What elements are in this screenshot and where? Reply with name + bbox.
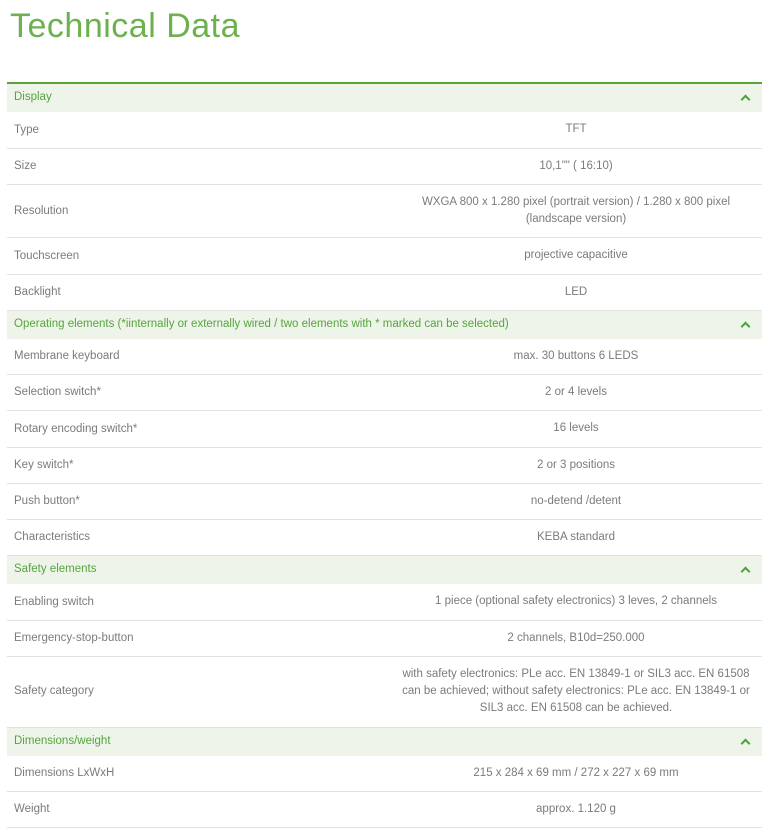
spec-value: 2 or 3 positions: [537, 458, 615, 471]
technical-data-accordion: [7, 82, 762, 828]
chevron-up-icon[interactable]: [741, 738, 751, 748]
section-header-dimensions-weight[interactable]: [7, 728, 762, 756]
section-safety-elements: [7, 556, 762, 727]
section-header-operating-elements[interactable]: [7, 311, 762, 339]
spec-row: [7, 275, 762, 311]
spec-row: [7, 185, 762, 239]
spec-label: Rotary encoding switch*: [14, 422, 138, 435]
spec-label: Push button*: [14, 495, 80, 508]
spec-label: Safety category: [14, 685, 94, 698]
spec-label: Size: [14, 159, 37, 172]
spec-label: Weight: [14, 803, 50, 816]
spec-value: 2 channels, B10d=250.000: [507, 631, 645, 644]
section-header-display[interactable]: [7, 84, 762, 112]
chevron-up-icon[interactable]: [741, 95, 751, 105]
section-title: Dimensions/weight: [14, 734, 111, 747]
spec-label: Type: [14, 123, 39, 136]
spec-row: [7, 238, 762, 274]
spec-value: projective capacitive: [524, 249, 628, 262]
spec-label: Characteristics: [14, 531, 91, 544]
spec-value: 1 piece (optional safety electronics) 3 leves, 2 channels: [435, 595, 717, 608]
spec-row: [7, 792, 762, 828]
spec-value: LED: [564, 285, 588, 298]
spec-row: [7, 584, 762, 620]
section-title: Display: [14, 91, 52, 104]
spec-value: TFT: [565, 123, 587, 136]
spec-label: Resolution: [14, 204, 69, 217]
spec-row: [7, 520, 762, 556]
spec-value: 10,1"" ( 16:10): [539, 159, 613, 172]
spec-value: 2 or 4 levels: [544, 386, 607, 399]
spec-label: Selection switch*: [14, 386, 101, 399]
spec-value: KEBA standard: [537, 531, 615, 544]
spec-label: Dimensions LxWxH: [14, 766, 115, 779]
spec-value: max. 30 buttons 6 LEDS: [513, 349, 639, 362]
page-title: Technical Data: [10, 7, 241, 45]
spec-row: [7, 375, 762, 411]
section-rows: [7, 112, 762, 311]
section-header-safety-elements[interactable]: [7, 556, 762, 584]
section-rows: [7, 584, 762, 727]
spec-value: 16 levels: [553, 422, 599, 435]
section-rows: [7, 756, 762, 828]
spec-row: [7, 411, 762, 447]
section-dimensions-weight: [7, 728, 762, 828]
spec-row: [7, 339, 762, 375]
spec-label: Backlight: [14, 285, 61, 298]
section-title: Operating elements (*iinternally or externally wired / two elements with * marked can be selected): [14, 317, 509, 330]
spec-row: [7, 112, 762, 148]
spec-label: Enabling switch: [14, 595, 94, 608]
spec-label: Key switch*: [14, 458, 74, 471]
spec-row: [7, 149, 762, 185]
spec-label: Membrane keyboard: [14, 350, 120, 363]
section-title: Safety elements: [14, 563, 97, 576]
spec-value: with safety electronics: PLe acc. EN 13849-1 or SIL3 acc. EN 61508 can be achieved; without safety electronics: PLe acc. EN 13849-1 or SIL3 acc. EN 61508 can be achieved.: [402, 667, 750, 715]
spec-label: Touchscreen: [14, 249, 80, 262]
spec-value: no-detend /detent: [530, 494, 622, 507]
spec-value: WXGA 800 x 1.280 pixel (portrait version) / 1.280 x 800 pixel (landscape version): [421, 195, 731, 226]
spec-label: Emergency-stop-button: [14, 631, 134, 644]
section-display: [7, 84, 762, 311]
chevron-up-icon[interactable]: [741, 321, 751, 331]
spec-row: [7, 448, 762, 484]
spec-row: [7, 756, 762, 792]
section-operating-elements: [7, 311, 762, 557]
section-rows: [7, 339, 762, 557]
spec-row: [7, 657, 762, 728]
spec-row: [7, 484, 762, 520]
spec-value: approx. 1.120 g: [536, 802, 616, 815]
chevron-up-icon[interactable]: [741, 567, 751, 577]
spec-value: 215 x 284 x 69 mm / 272 x 227 x 69 mm: [473, 766, 679, 779]
spec-row: [7, 621, 762, 657]
